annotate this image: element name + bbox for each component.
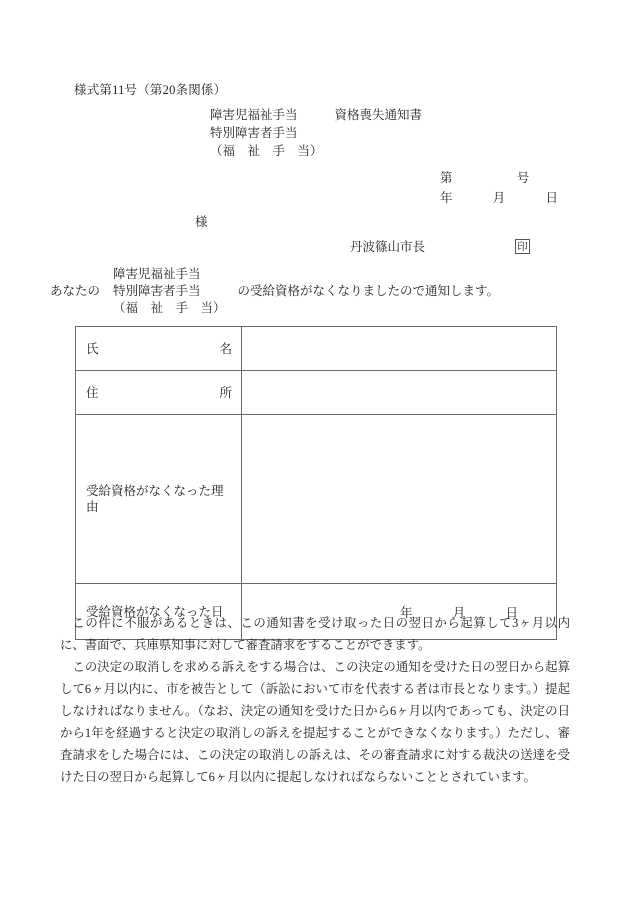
- seal-stamp-box: 印: [515, 239, 530, 254]
- row-label-name: [76, 327, 242, 371]
- form-number: 様式第11号（第20条関係）: [74, 83, 227, 97]
- statement-stack-line-3: （福 祉 手 当）: [113, 301, 226, 315]
- issuer-line: [350, 237, 530, 255]
- label-name-left: 氏: [86, 341, 99, 356]
- statement-stack-line-1: 障害児福祉手当: [113, 267, 201, 281]
- statement-benefit-stack: [113, 266, 226, 317]
- appeal-paragraph-2: この決定の取消しを求める訴えをする場合は、この決定の通知を受けた日の翌日から起算して6ヶ月以内に、市を被告として（訴訟において市を代表する者は市長となります。）提起しなければなりません。（なお、決定の通知を受けた日から6ヶ月以内であっても、決定の日から1年を経過すると決定の取消しの訴えを提起することができなくなります。）ただし、審査請求をした場合には、この決定の取消しの訴えは、その審査請求に対する裁決の送達を受けた日の翌日から起算して6ヶ月以内に提起しなければならないこととされています。: [60, 660, 570, 784]
- number-prefix-label: 第: [440, 171, 453, 185]
- row-label-address: [76, 371, 242, 415]
- issuer-name: 丹波篠山市長: [350, 240, 426, 254]
- document-number-line: [440, 168, 558, 188]
- row-value-reason[interactable]: [242, 415, 557, 584]
- notification-statement: [50, 266, 499, 317]
- addressee-line: 様: [195, 215, 208, 229]
- month-label: 月: [492, 191, 506, 205]
- row-label-loss-date: 受給資格がなくなった日: [76, 584, 242, 640]
- document-title: [210, 106, 422, 160]
- row-value-name[interactable]: [242, 327, 557, 371]
- loss-date-day-label: 日: [505, 605, 518, 620]
- label-name-right: 名: [219, 341, 232, 356]
- document-meta: [440, 168, 558, 208]
- statement-stack-line-2: 特別障害者手当: [113, 284, 201, 298]
- title-main-text: 資格喪失通知書: [334, 108, 423, 122]
- statement-prefix: あなたの: [50, 284, 101, 298]
- label-address-right: 所: [219, 385, 232, 400]
- title-stack-line-2: 特別障害者手当: [210, 126, 298, 140]
- day-label: 日: [545, 191, 559, 205]
- table-row-reason: [76, 415, 557, 584]
- statement-suffix: の受給資格がなくなりましたので通知します。: [237, 284, 500, 298]
- appeal-paragraph-1: この件に不服があるときは、この通知書を受け取った日の翌日から起算して3ヶ月以内に、書面で、兵庫県知事に対して審査請求をすることができます。: [60, 616, 570, 652]
- title-benefit-stack: [210, 106, 323, 160]
- appeal-instructions: [60, 612, 570, 788]
- document-date-line: [440, 188, 558, 208]
- year-label: 年: [440, 191, 453, 205]
- recipient-info-table: [75, 326, 557, 640]
- loss-date-year-label: 年: [399, 605, 413, 620]
- number-suffix-label: 号: [516, 171, 530, 185]
- label-address-left: 住: [86, 385, 99, 400]
- row-value-address[interactable]: [242, 371, 557, 415]
- row-label-reason: 受給資格がなくなった理由: [76, 415, 242, 584]
- table-row-name: [76, 327, 557, 371]
- table-row-address: [76, 371, 557, 415]
- loss-date-month-label: 月: [452, 605, 466, 620]
- title-stack-line-3: （福 祉 手 当）: [210, 144, 323, 158]
- title-stack-line-1: 障害児福祉手当: [210, 108, 298, 122]
